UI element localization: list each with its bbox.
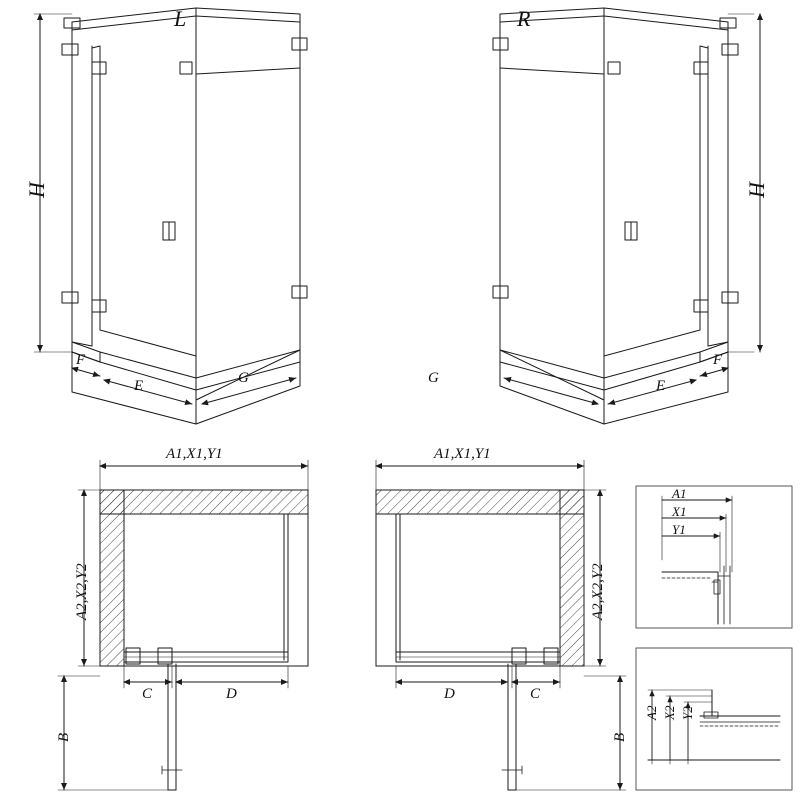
label-detail-x1: X1: [672, 504, 687, 519]
label-view-right: R: [517, 6, 531, 31]
label-c-right: C: [530, 686, 541, 702]
label-h-left: H: [24, 182, 49, 198]
label-detail-y1: Y1: [672, 522, 686, 537]
label-g-left: G: [238, 370, 249, 386]
label-d-left: D: [226, 686, 237, 702]
label-h-right: H: [744, 182, 769, 198]
label-a1x1y1-left: A1,X1,Y1: [166, 446, 223, 462]
label-f-right: F: [713, 352, 723, 368]
label-detail-x2: X2: [662, 705, 677, 720]
label-b-right: B: [612, 732, 628, 742]
label-c-left: C: [142, 686, 153, 702]
label-a1x1y1-right: A1,X1,Y1: [434, 446, 491, 462]
label-b-left: B: [56, 732, 72, 742]
label-e-right: E: [656, 378, 666, 394]
view-left-plan: [58, 460, 308, 790]
label-f-left: F: [76, 352, 86, 368]
label-detail-a2: A2: [644, 705, 659, 720]
view-right-plan: [376, 460, 626, 790]
label-view-left: L: [174, 6, 187, 31]
view-left-3d: [34, 8, 307, 424]
label-a2x2y2-right: A2,X2,Y2: [590, 563, 606, 620]
label-detail-y2: Y2: [680, 706, 695, 720]
detail-horizontal: [636, 486, 792, 628]
label-detail-a1: A1: [672, 486, 687, 501]
label-e-left: E: [134, 378, 144, 394]
label-g-right: G: [428, 370, 439, 386]
label-a2x2y2-left: A2,X2,Y2: [74, 563, 90, 620]
label-d-right: D: [444, 686, 455, 702]
